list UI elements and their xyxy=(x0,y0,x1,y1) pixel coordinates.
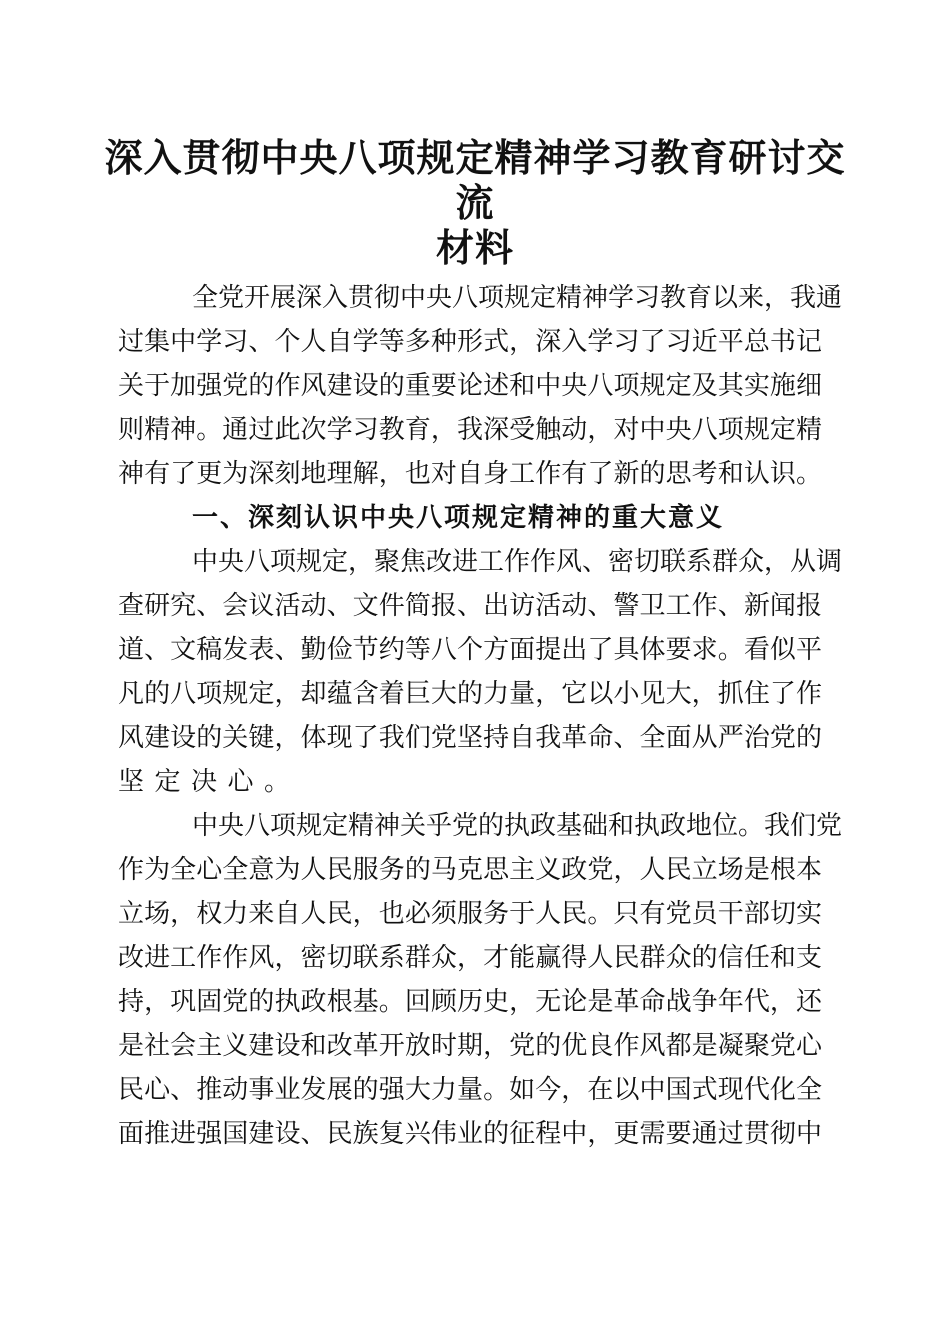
text-line: 面推进强国建设、民族复兴伟业的征程中，更需要通过贯彻中 xyxy=(118,1119,822,1149)
text-line: 全党开展深入贯彻中央八项规定精神学习教育以来，我通 xyxy=(192,283,843,313)
text-line: 是社会主义建设和改革开放时期，党的优良作风都是凝聚党心 xyxy=(118,1031,822,1061)
text-line: 中央八项规定，聚焦改进工作作风、密切联系群众，从调 xyxy=(192,547,843,577)
paragraph xyxy=(118,540,843,804)
text-line: 持，巩固党的执政根基。回顾历史，无论是革命战争年代，还 xyxy=(118,987,822,1017)
text-line: 道、文稿发表、勤俭节约等八个方面提出了具体要求。看似平 xyxy=(118,635,822,665)
document-title xyxy=(100,135,850,270)
text-line: 风建设的关键，体现了我们党坚持自我革命、全面从严治党的 xyxy=(118,723,822,753)
text-line: 则精神。通过此次学习教育，我深受触动，对中央八项规定精 xyxy=(118,415,822,445)
text-line: 凡的八项规定，却蕴含着巨大的力量，它以小见大，抓住了作 xyxy=(118,679,822,709)
section-heading xyxy=(118,496,822,540)
text-line: 神有了更为深刻地理解，也对自身工作有了新的思考和认识。 xyxy=(118,459,822,489)
text-line: 查研究、会议活动、文件简报、出访活动、警卫工作、新闻报 xyxy=(118,591,822,621)
text-line: 坚定决心。 xyxy=(118,767,301,797)
text-line: 作为全心全意为人民服务的马克思主义政党，人民立场是根本 xyxy=(118,855,822,885)
title-line: 材料 xyxy=(435,225,514,270)
text-line: 一、深刻认识中央八项规定精神的重大意义 xyxy=(192,503,725,533)
title-line: 深入贯彻中央八项规定精神学习教育研讨交流 xyxy=(104,135,846,225)
text-line: 民心、推动事业发展的强大力量。如今，在以中国式现代化全 xyxy=(118,1075,822,1105)
text-line: 过集中学习、个人自学等多种形式，深入学习了习近平总书记 xyxy=(118,327,822,357)
text-line: 立场，权力来自人民，也必须服务于人民。只有党员干部切实 xyxy=(118,899,822,929)
document-body xyxy=(118,276,843,1156)
paragraph xyxy=(118,804,843,1156)
text-line: 中央八项规定精神关乎党的执政基础和执政地位。我们党 xyxy=(192,811,843,841)
text-line: 关于加强党的作风建设的重要论述和中央八项规定及其实施细 xyxy=(118,371,822,401)
text-line: 改进工作作风，密切联系群众，才能赢得人民群众的信任和支 xyxy=(118,943,822,973)
paragraph xyxy=(118,276,843,496)
